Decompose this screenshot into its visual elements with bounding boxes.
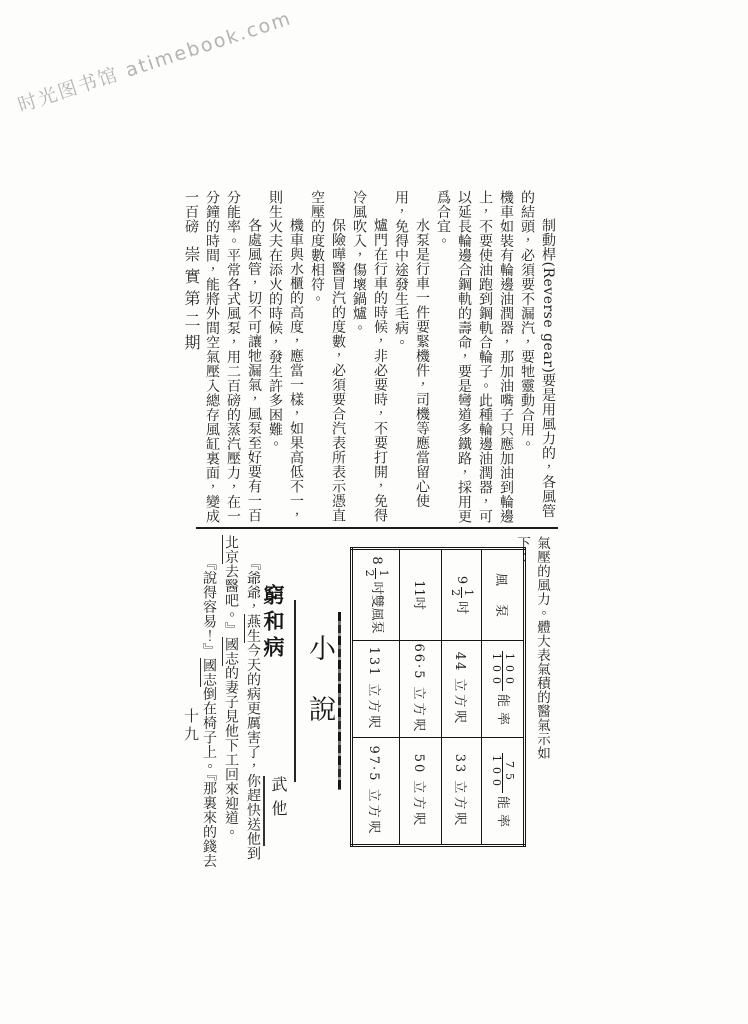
pump-size: 9	[454, 575, 469, 585]
table-header-cell	[482, 549, 525, 641]
table-row	[400, 549, 442, 846]
capacity-cell	[352, 641, 400, 738]
proper-noun: 國志	[201, 657, 217, 687]
table-header-cell	[482, 641, 525, 738]
table-row	[352, 549, 400, 846]
capacity-unit: 立方呎	[366, 683, 382, 732]
text-run: 去醫吧。』	[223, 564, 239, 637]
text-run: 倒在椅子上。『那裏來的錢去	[201, 686, 217, 868]
pump-unit: 吋	[411, 596, 426, 610]
pump-capacity-table	[350, 547, 526, 847]
text-run: 『說得容易！』	[201, 556, 217, 658]
pump-unit: 吋	[454, 601, 469, 615]
pump-size: 11	[411, 580, 426, 597]
capacity-value: 131	[366, 646, 382, 678]
capacity-value: 66·5	[411, 643, 426, 681]
capacity-unit: 立方呎	[411, 780, 426, 829]
capacity-unit: 立方呎	[366, 788, 382, 837]
section-divider	[196, 527, 558, 529]
pump-capacity-table-wrapper	[350, 547, 523, 845]
article-paragraph: 水泵是行車一件要緊機件，司機等應當留心使用，免得中途發生毛病。	[393, 190, 430, 508]
article-paragraph: 保險嘩醫冒汽的度數，必須要合汽表所表示憑直空壓的度數相符。	[309, 190, 346, 523]
article-paragraph: 各處風管，切不可讓牠漏氣，風泵至好要有一百分能率。平常各式風泵，用二百磅的蒸汽壓力，在一分鐘的時間，能將外間空氣壓入總存風缸裏面，變成一百磅	[183, 190, 262, 524]
fraction-numerator: 1	[376, 569, 390, 577]
table-intro-column: 氣壓的風力。體大表氣積的醫氣示如下：	[514, 536, 550, 760]
fraction-numerator: 100	[503, 652, 517, 689]
article-paragraph: 制動桿(Reverse gear)要是用風力的，各風管的結頭，必須要不漏汽，要牠靈動合用。	[519, 190, 556, 519]
fraction	[490, 651, 515, 691]
article-paragraph: 機車與水櫃的高度，應當一樣，如果高低不一，則生火夫在添火的時候，發生許多困難。	[267, 190, 304, 523]
text-run: 的妻子見他下工回來迎道。	[223, 665, 239, 840]
fiction-paragraph	[220, 535, 264, 871]
fraction	[449, 587, 474, 598]
pump-size-cell	[400, 549, 442, 641]
proper-noun: 北京	[223, 535, 239, 564]
capacity-cell	[400, 641, 442, 738]
fiction-section-label: 小說	[304, 634, 335, 756]
issue-label: 第二期	[182, 290, 201, 356]
capacity-cell	[442, 641, 482, 738]
pump-size-cell	[352, 549, 400, 641]
capacity-value: 97·5	[366, 745, 382, 783]
fraction-denominator: 2	[449, 589, 462, 597]
text-run: 『爺爺，	[245, 556, 261, 614]
fraction-denominator: 2	[363, 569, 377, 577]
capacity-unit: 立方呎	[411, 686, 426, 735]
fraction-numerator: 75	[502, 753, 515, 793]
capacity-value: 33	[452, 753, 467, 775]
pump-size-cell	[442, 549, 482, 641]
capacity-cell	[352, 738, 400, 846]
capacity-value: 44	[452, 651, 467, 673]
watermark-text: 时光图书馆 atimebook.com	[15, 7, 295, 117]
text-run: 今天的病更厲害了，你趕快送他到	[245, 643, 261, 861]
proper-noun: 燕生	[245, 614, 261, 643]
fraction-numerator: 1	[462, 589, 476, 597]
fraction	[363, 568, 388, 579]
table-row	[442, 549, 482, 846]
fiction-author: 武他	[263, 776, 290, 846]
journal-label: 崇實	[182, 246, 201, 290]
header-label: 能率	[495, 795, 510, 832]
proper-noun: 國志	[223, 636, 239, 666]
capacity-cell	[400, 738, 442, 846]
fraction-denominator: 100	[490, 652, 503, 689]
section-rule-left	[294, 600, 296, 782]
fraction	[490, 753, 515, 793]
table-header-row	[482, 549, 525, 846]
article-paragraph: 爐門在行車的時候，非必要時，不要打開，免得冷風吹入，傷壞鍋爐。	[351, 190, 388, 523]
page-number-label: 十九	[182, 708, 200, 744]
capacity-unit: 立方呎	[452, 780, 467, 829]
pump-size: 8	[368, 556, 384, 565]
fraction-denominator: 100	[490, 754, 503, 791]
header-label: 能率	[495, 693, 510, 730]
table-header-cell	[482, 738, 525, 846]
header-label: 風泵	[493, 572, 508, 635]
article-paragraph: 機車如裝有輪邊油潤器，那加油嘴子只應加油到輪邊上，不要使油跑到鋼軌合輪子。此種輪邊油潤器，可以延長輪邊合鋼軌的壽命，要是彎道多鐵路，採用更爲合宜。	[435, 190, 514, 524]
fiction-title: 窮和病	[261, 584, 286, 662]
capacity-unit: 立方呎	[452, 678, 467, 727]
capacity-cell	[442, 738, 482, 846]
fiction-paragraph	[198, 535, 220, 871]
capacity-value: 50	[411, 753, 426, 775]
pump-unit: 吋雙風泵	[368, 581, 384, 634]
fiction-text	[196, 535, 264, 871]
